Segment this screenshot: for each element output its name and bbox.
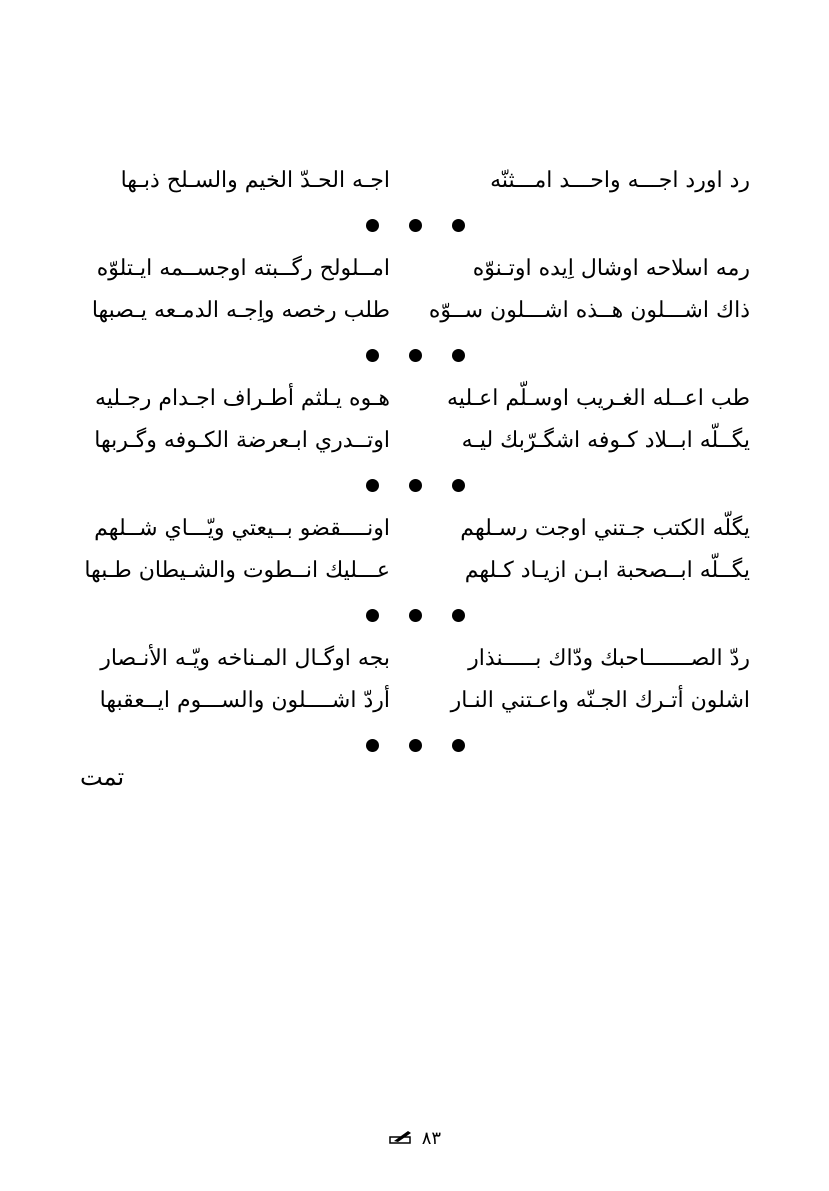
verse-line	[80, 550, 750, 592]
second-hemistich: اونــــقضو بــيعتي ويّـــاي شــلهم	[94, 516, 390, 541]
separator-dot	[366, 739, 379, 752]
verse-line	[80, 160, 750, 202]
separator-dot	[409, 609, 422, 622]
first-hemistich: يگــلّه ابــلاد كـوفه اشگـرّبك ليـه	[461, 428, 750, 453]
second-hemistich: بجه اوگـال المـناخه ويّـه الأنـصار	[100, 646, 390, 671]
second-hemistich: أردّ اشــــلون والســـوم ايــعقبها	[99, 688, 390, 713]
separator-dot	[366, 609, 379, 622]
separator-dot	[452, 219, 465, 232]
stanza-separator	[80, 722, 750, 768]
separator-dot	[452, 609, 465, 622]
verse-line	[80, 248, 750, 290]
second-hemistich: عـــليك انــطوت والشـيطان طـبها	[84, 558, 390, 583]
verse-line	[80, 420, 750, 462]
separator-dot	[452, 739, 465, 752]
separator-dot	[452, 349, 465, 362]
verse-line	[80, 508, 750, 550]
poem-body	[80, 160, 750, 768]
stanza-separator	[80, 202, 750, 248]
verse-line	[80, 680, 750, 722]
first-hemistich: طب اعــله الغـريب اوسـلّم اعـليه	[447, 386, 750, 411]
page-number	[0, 1128, 829, 1150]
separator-dot	[452, 479, 465, 492]
first-hemistich: ذاك اشـــلون هــذه اشـــلون ســوّه	[428, 298, 750, 323]
verse-line	[80, 290, 750, 332]
second-hemistich: طلب رخصه واِجـه الدمـعه يـصبها	[91, 298, 390, 323]
separator-dot	[366, 479, 379, 492]
second-hemistich: اوتــدري ابـعرضة الكـوفه وگـربها	[94, 428, 390, 453]
first-hemistich: يگــلّه ابــصحبة ابـن ازيـاد كـلهم	[464, 558, 750, 583]
separator-dot	[409, 479, 422, 492]
pen-icon	[388, 1129, 414, 1150]
separator-dot	[409, 739, 422, 752]
separator-dot	[366, 219, 379, 232]
first-hemistich: يگلّه الكتب جـتني اوجت رسـلهم	[460, 516, 750, 541]
end-mark: تمت	[80, 763, 125, 791]
stanza-separator	[80, 592, 750, 638]
verse-line	[80, 378, 750, 420]
stanza-separator	[80, 462, 750, 508]
first-hemistich: ردّ الصـــــــاحبك ودّاك بـــــنذار	[468, 646, 750, 671]
first-hemistich: اشلون أتـرك الجـنّه واعـتني النـار	[450, 688, 750, 713]
separator-dot	[366, 349, 379, 362]
first-hemistich: رد اورد اجـــه واحـــد امـــثنّه	[490, 168, 750, 193]
page-number-text: ٨٣	[421, 1128, 442, 1149]
second-hemistich: هـوه يـلثم أطـراف اجـدام رجـليه	[95, 386, 390, 411]
second-hemistich: امــلولح رگــبته اوجســمه ايـتلوّه	[96, 256, 390, 281]
first-hemistich: رمه اسلاحه اوشال اِيده اوتـنوّه	[472, 256, 750, 281]
verse-line	[80, 638, 750, 680]
second-hemistich: اجـه الحـدّ الخيم والسـلح ذبـها	[120, 168, 390, 193]
separator-dot	[409, 219, 422, 232]
separator-dot	[409, 349, 422, 362]
stanza-separator	[80, 332, 750, 378]
